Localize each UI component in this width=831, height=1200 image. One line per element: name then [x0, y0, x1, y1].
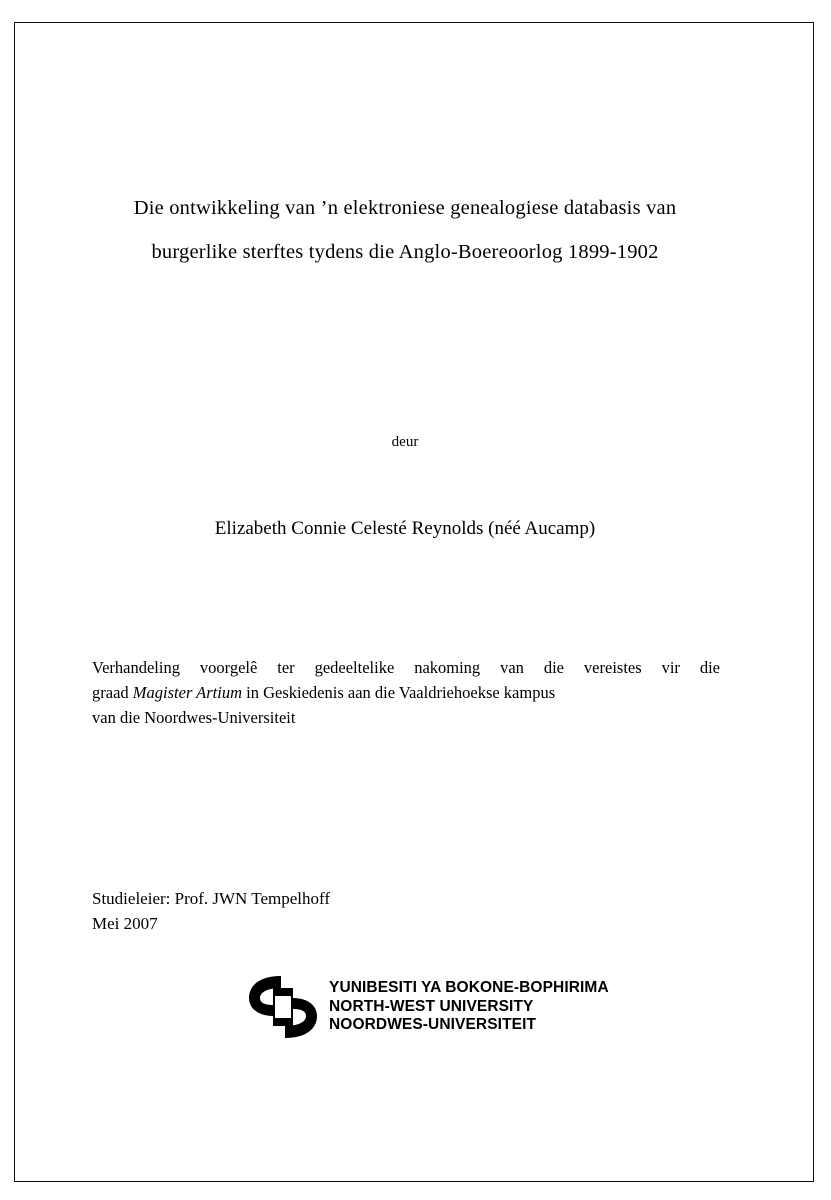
title-line-1: Die ontwikkeling van ’n elektroniese genealogiese databasis van — [133, 197, 677, 219]
university-logo — [245, 962, 645, 1052]
title-line-2: burgerlike sterftes tydens die Anglo-Boereoorlog 1899-1902 — [151, 241, 659, 263]
by-label: deur — [391, 434, 419, 450]
logo-text — [329, 979, 609, 1035]
degree-statement-line-3: van die Noordwes-Universiteit — [92, 708, 296, 727]
author-name: Elizabeth Connie Celesté Reynolds (néé Aucamp) — [214, 518, 596, 539]
logo-text-line-1: YUNIBESITI YA BOKONE-BOPHIRIMA — [329, 979, 609, 997]
degree-statement-line-1: Verhandeling voorgelê ter gedeeltelike nakoming van die vereistes vir die — [92, 658, 720, 677]
logo-text-line-3: NOORDWES-UNIVERSITEIT — [329, 1016, 537, 1034]
degree-statement-line-2-pre: graad — [92, 683, 133, 702]
date-line: Mei 2007 — [92, 914, 158, 933]
nwu-logo-mark-icon — [245, 972, 321, 1042]
degree-name: Magister Artium — [132, 683, 243, 702]
degree-statement — [92, 655, 720, 730]
degree-statement-line-2-post: in Geskiedenis aan die Vaaldriehoekse kampus — [242, 683, 556, 702]
document-title — [90, 186, 720, 274]
supervisor-and-date — [92, 886, 652, 936]
logo-text-line-2: NORTH-WEST UNIVERSITY — [329, 997, 534, 1015]
supervisor-line: Studieleier: Prof. JWN Tempelhoff — [92, 889, 331, 908]
degree-statement-line-2 — [92, 680, 720, 705]
